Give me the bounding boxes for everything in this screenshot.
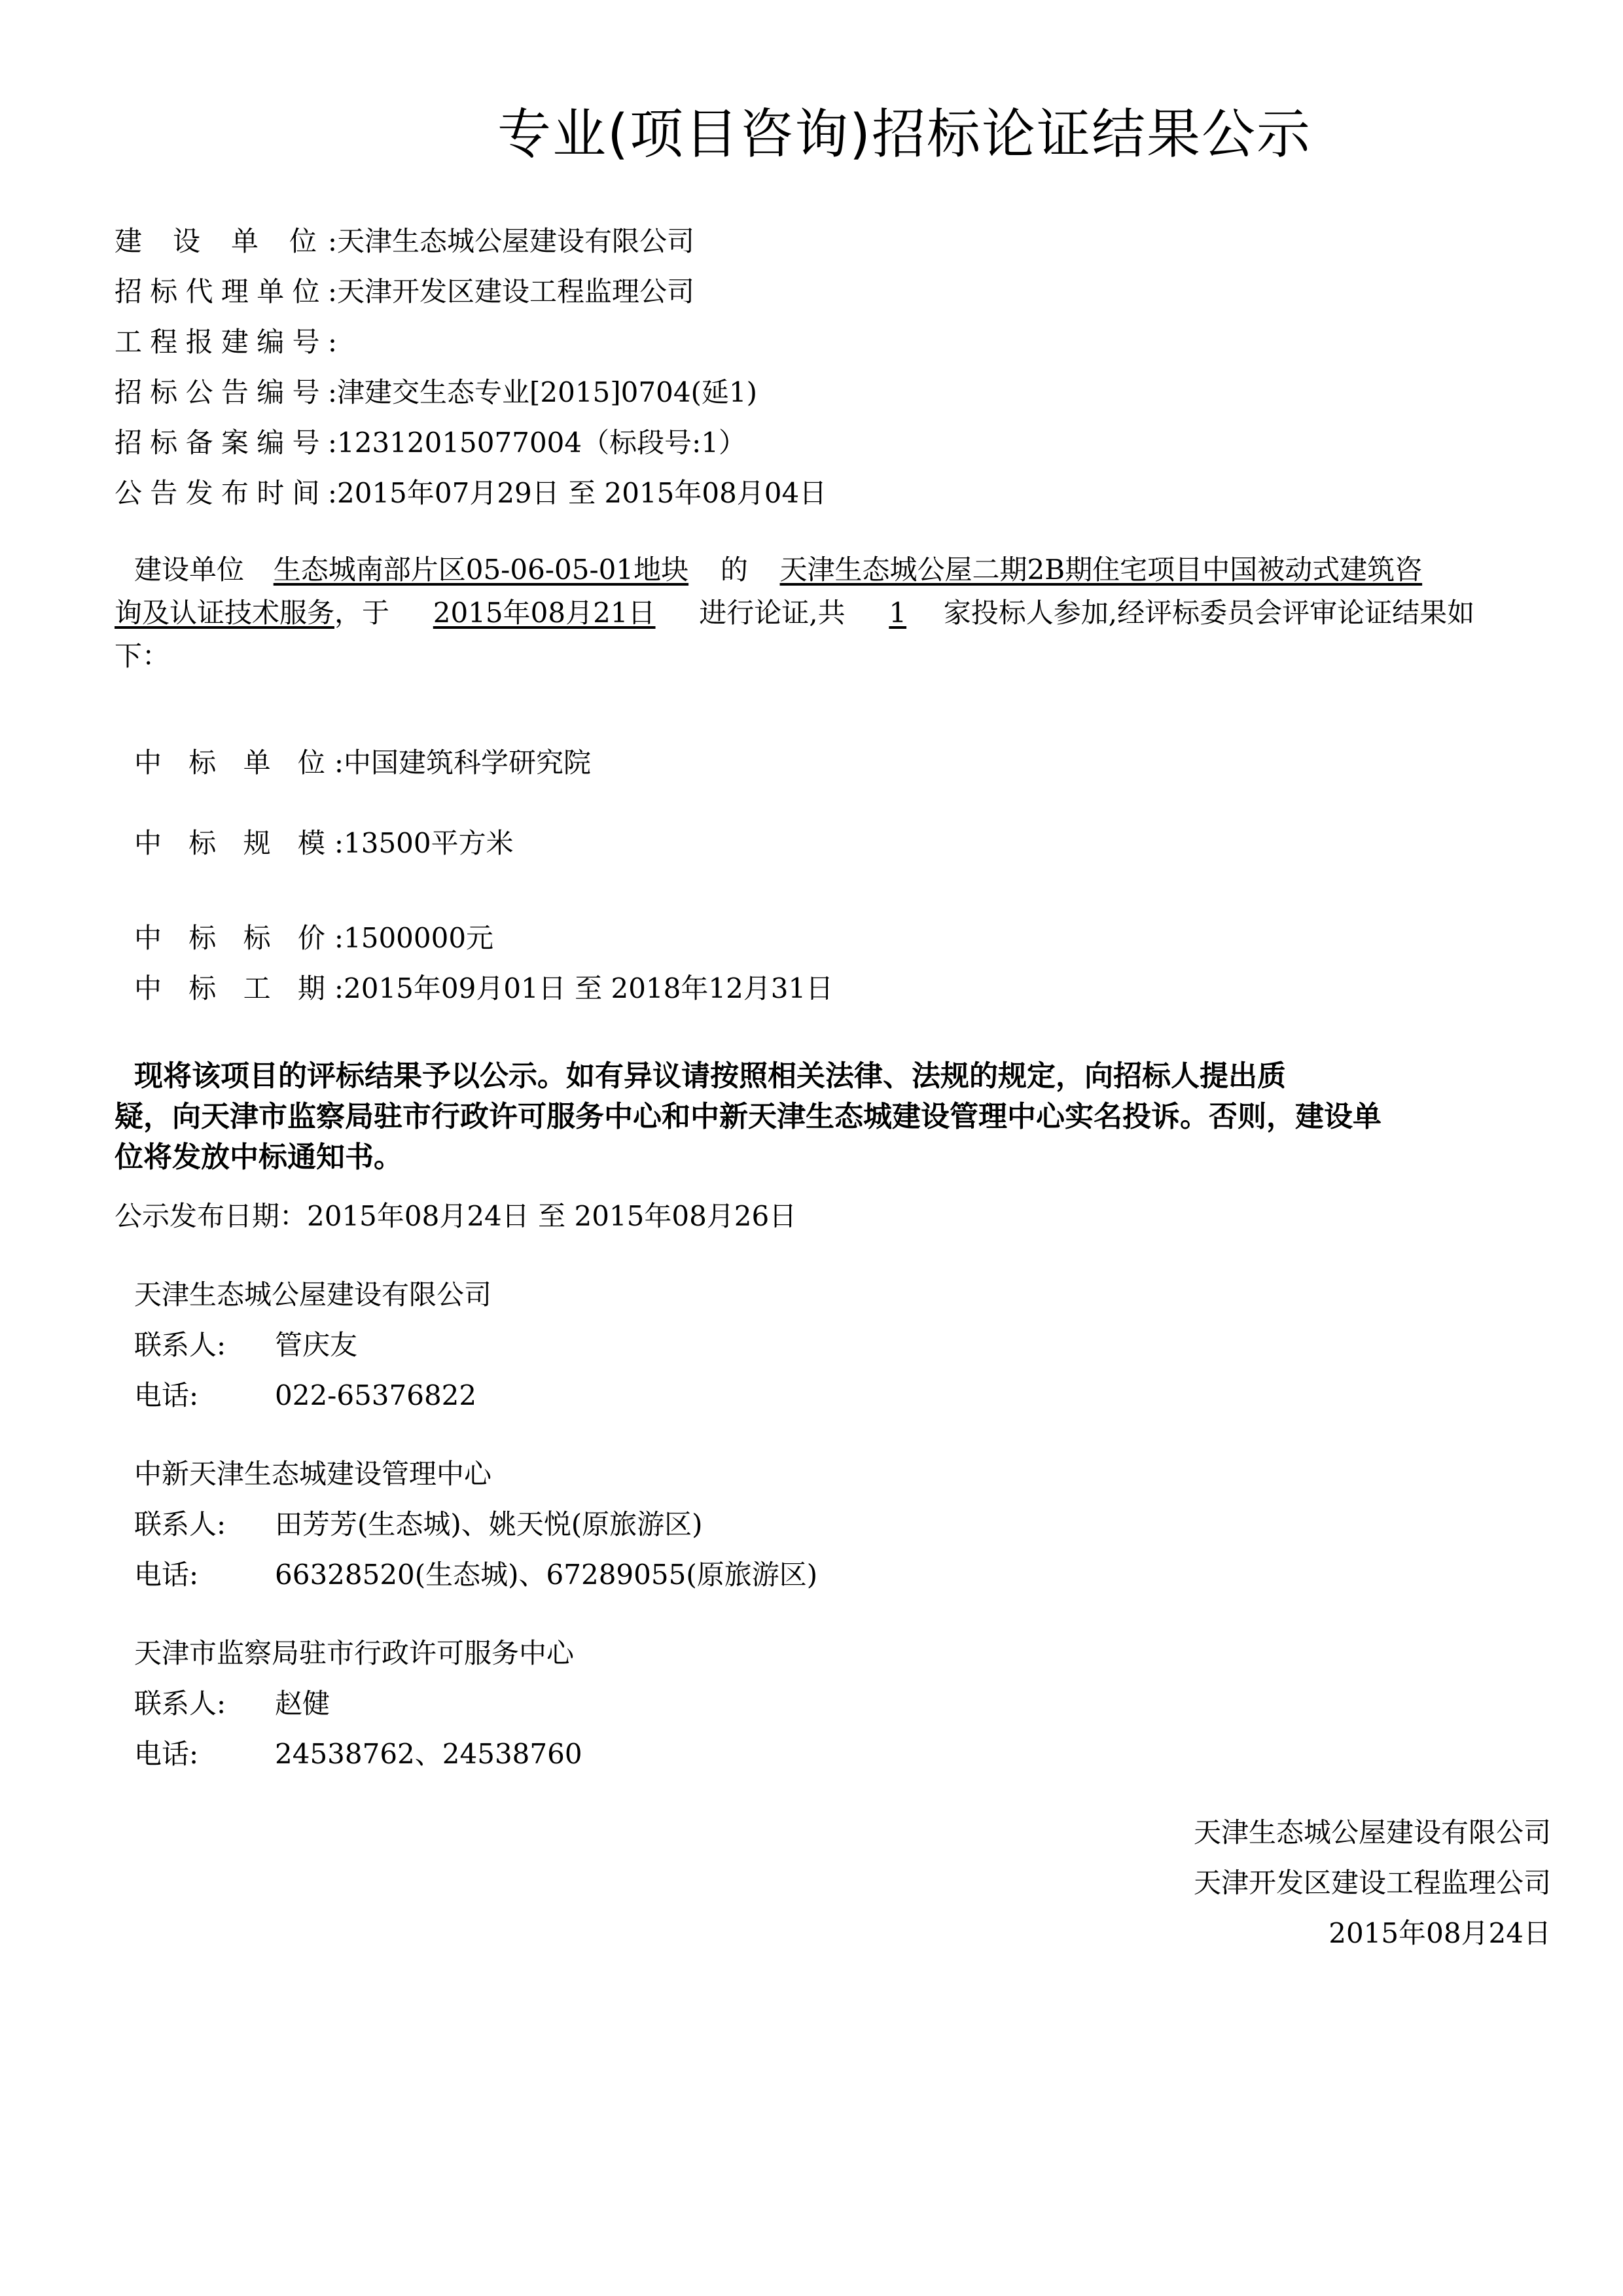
intro-mid: 进行论证,共 bbox=[699, 597, 846, 629]
signature-line-1: 天津生态城公屋建设有限公司 bbox=[1193, 1816, 1551, 1848]
result-value: 1500000元 bbox=[344, 922, 494, 954]
header-label: 招标公告编号: bbox=[115, 376, 337, 408]
intro-line-1 bbox=[134, 556, 1422, 584]
notice-line-2: 疑，向天津市监察局驻市行政许可服务中心和中新天津生态城建设管理中心实名投诉。否则，建设单 bbox=[115, 1100, 1382, 1133]
result-row-winner bbox=[134, 749, 591, 777]
contact-phone-row bbox=[134, 1379, 477, 1411]
result-value: 13500平方米 bbox=[344, 827, 514, 859]
notice-line-1: 现将该项目的评标结果予以公示。如有异议请按照相关法律、法规的规定，向招标人提出质 bbox=[134, 1059, 1286, 1093]
page-title: 专业(项目咨询)招标论证结果公示 bbox=[497, 103, 1311, 166]
header-value: 津建交生态专业[2015]0704(延1) bbox=[337, 376, 758, 408]
intro-suffix: 家投标人参加,经评标委员会评审论证结果如 bbox=[943, 597, 1475, 629]
contact-person: 田芳芳(生态城)、姚天悦(原旅游区) bbox=[275, 1508, 703, 1540]
contact-org: 天津市监察局驻市行政许可服务中心 bbox=[134, 1637, 575, 1669]
result-label: 中 标 标 价: bbox=[134, 922, 344, 954]
contact-phone-label: 电话: bbox=[134, 1738, 199, 1770]
contact-org: 天津生态城公屋建设有限公司 bbox=[134, 1279, 492, 1311]
intro-project-name: 天津生态城公屋二期2B期住宅项目中国被动式建筑咨 bbox=[779, 554, 1423, 586]
result-row-scale bbox=[134, 827, 514, 859]
result-value: 中国建筑科学研究院 bbox=[344, 747, 592, 779]
intro-yu: ，于 bbox=[334, 597, 390, 629]
header-value: 天津开发区建设工程监理公司 bbox=[337, 275, 695, 308]
header-label: 公告发布时间: bbox=[115, 477, 337, 509]
contact-phone-label: 电话: bbox=[134, 1559, 199, 1591]
header-value: 12312015077004（标段号:1） bbox=[337, 427, 746, 459]
contact-person: 管庆友 bbox=[275, 1329, 358, 1361]
intro-de: 的 bbox=[720, 554, 748, 586]
contact-phone: 66328520(生态城)、67289055(原旅游区) bbox=[275, 1559, 818, 1591]
header-row-announcement-number bbox=[115, 376, 758, 408]
intro-date: 2015年08月21日 bbox=[433, 597, 656, 629]
result-label: 中 标 规 模: bbox=[134, 827, 344, 859]
contact-person-label: 联系人: bbox=[134, 1329, 226, 1361]
intro-count: 1 bbox=[889, 597, 907, 629]
contact-person-row bbox=[134, 1687, 330, 1720]
intro-line-2 bbox=[115, 599, 1474, 627]
contact-phone: 24538762、24538760 bbox=[275, 1738, 582, 1770]
contact-person-row bbox=[134, 1329, 358, 1361]
result-value: 2015年09月01日 至 2018年12月31日 bbox=[344, 972, 834, 1004]
contact-phone-row bbox=[134, 1740, 582, 1768]
header-value: 天津生态城公屋建设有限公司 bbox=[337, 225, 695, 257]
header-label: 招标代理单位: bbox=[115, 275, 337, 308]
header-row-filing-number bbox=[115, 429, 746, 457]
header-row-agent bbox=[115, 275, 695, 308]
header-value: 2015年07月29日 至 2015年08月04日 bbox=[337, 477, 827, 509]
contact-phone-label: 电话: bbox=[134, 1379, 199, 1411]
publish-date: 公示发布日期：2015年08月24日 至 2015年08月26日 bbox=[115, 1200, 797, 1232]
notice-line-3: 位将发放中标通知书。 bbox=[115, 1140, 402, 1174]
contact-org: 中新天津生态城建设管理中心 bbox=[134, 1458, 492, 1490]
result-row-period bbox=[134, 972, 834, 1004]
intro-location: 生态城南部片区05-06-05-01地块 bbox=[273, 554, 689, 586]
result-row-price bbox=[134, 922, 494, 954]
contact-phone: 022-65376822 bbox=[275, 1379, 477, 1411]
result-label: 中 标 工 期: bbox=[134, 972, 344, 1004]
signature-date: 2015年08月24日 bbox=[1329, 1917, 1551, 1949]
intro-project-name-cont: 询及认证技术服务 bbox=[115, 597, 335, 629]
signature-line-2: 天津开发区建设工程监理公司 bbox=[1193, 1867, 1551, 1899]
header-label: 建 设 单 位: bbox=[115, 225, 337, 257]
intro-line-3: 下： bbox=[115, 640, 170, 672]
contact-person-label: 联系人: bbox=[134, 1687, 226, 1720]
result-label: 中 标 单 位: bbox=[134, 747, 344, 779]
header-row-announcement-time bbox=[115, 477, 827, 509]
contact-person: 赵健 bbox=[275, 1687, 330, 1720]
header-row-project-number bbox=[115, 328, 337, 356]
contact-phone-row bbox=[134, 1561, 817, 1589]
contact-person-row bbox=[134, 1508, 703, 1540]
intro-prefix: 建设单位 bbox=[134, 554, 245, 586]
header-row-builder bbox=[115, 225, 695, 257]
contact-person-label: 联系人: bbox=[134, 1508, 226, 1540]
header-label: 招标备案编号: bbox=[115, 427, 337, 459]
header-label: 工程报建编号: bbox=[115, 326, 337, 358]
